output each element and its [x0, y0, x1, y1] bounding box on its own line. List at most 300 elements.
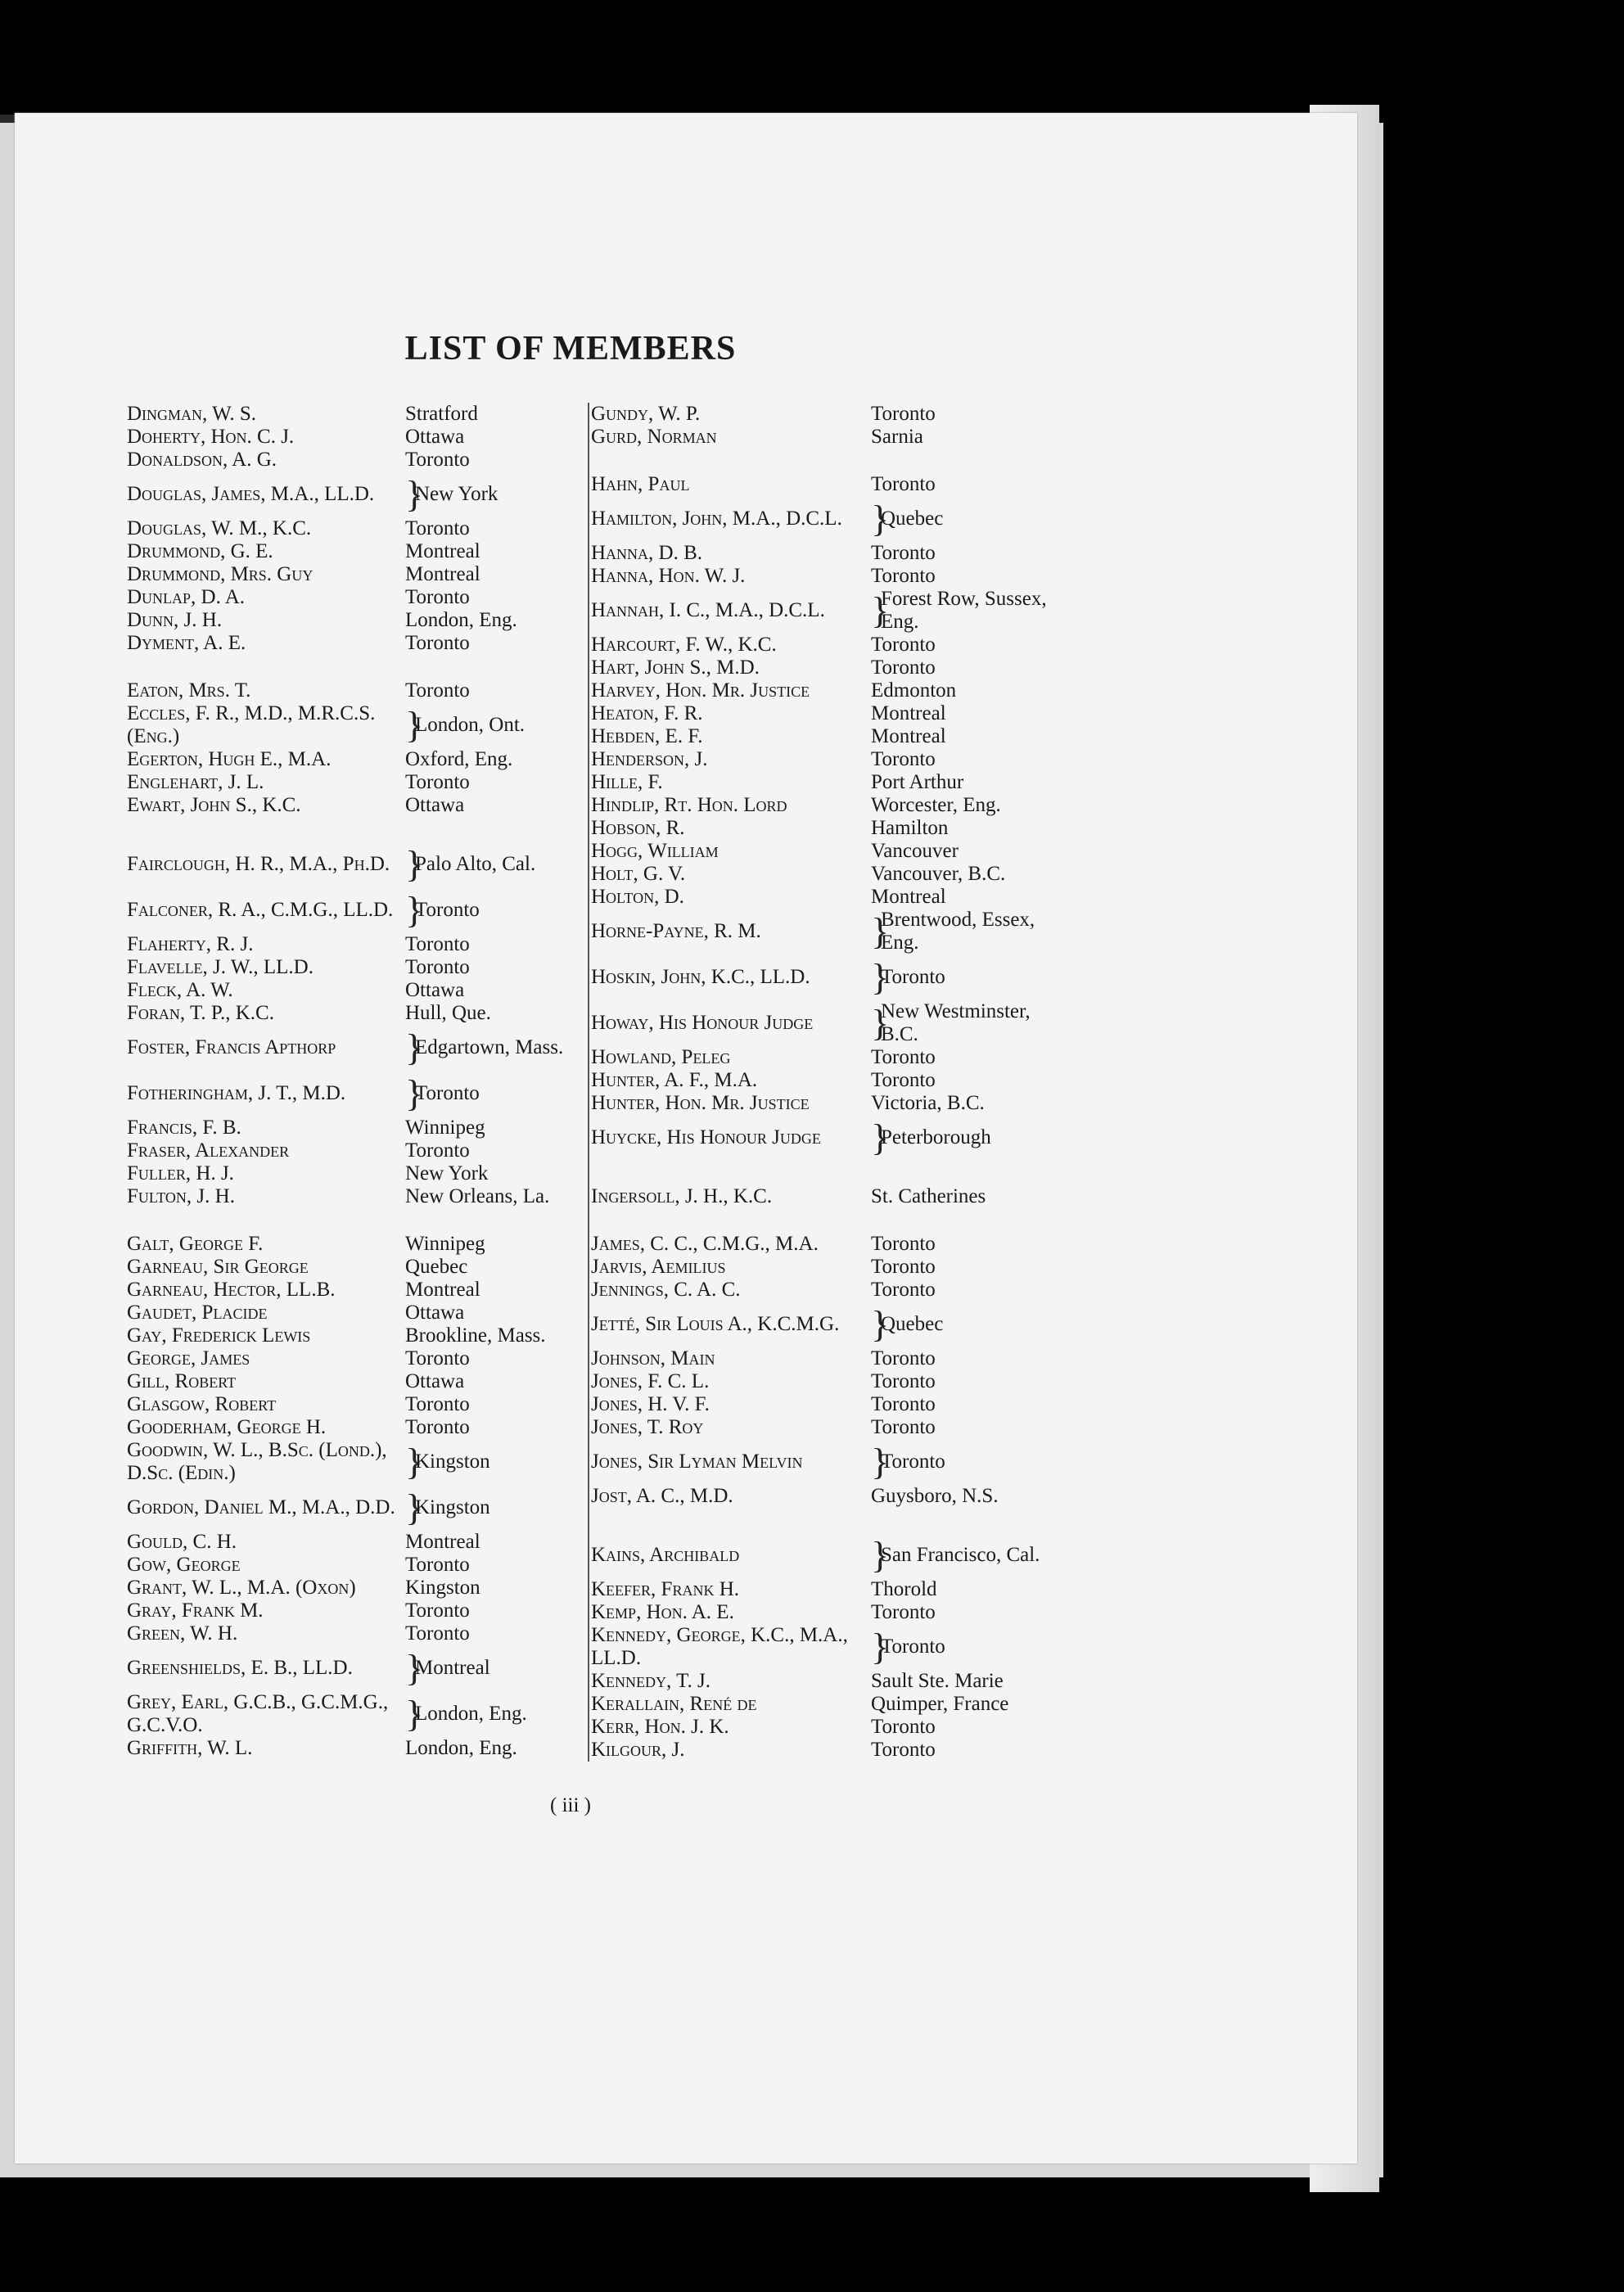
member-name: Jennings, C. A. C. [591, 1279, 741, 1301]
member-entry [127, 702, 577, 748]
member-entry [127, 540, 577, 563]
member-name: Hanna, Hon. W. J. [591, 565, 746, 587]
member-name: Gow, George [127, 1554, 241, 1576]
member-entry [589, 1185, 1048, 1208]
member-location: Toronto [881, 1451, 945, 1473]
member-name: Dunn, J. H. [127, 609, 223, 631]
member-location: New York [405, 1162, 489, 1184]
member-location: Ottawa [405, 794, 465, 816]
member-location: Toronto [405, 1554, 470, 1576]
member-name: Henderson, J. [591, 748, 708, 770]
member-location: Toronto [871, 1416, 936, 1438]
member-name: Francis, F. B. [127, 1117, 241, 1139]
member-name: Kemp, Hon. A. E. [591, 1601, 734, 1623]
member-name: Jones, H. V. F. [591, 1393, 710, 1415]
member-location: Edmonton [871, 679, 957, 702]
member-name: Green, W. H. [127, 1622, 238, 1645]
member-entry [127, 1185, 577, 1208]
member-entry [127, 794, 577, 817]
member-entry [127, 1324, 577, 1347]
member-entry [127, 1256, 577, 1279]
member-name: Howland, Peleg [591, 1046, 731, 1068]
member-name: Doherty, Hon. C. J. [127, 426, 295, 448]
member-location: Kingston [415, 1496, 490, 1518]
member-entry [127, 1554, 577, 1577]
member-name: Hahn, Paul [591, 473, 690, 495]
member-location: Stratford [405, 403, 478, 425]
member-location: Toronto [871, 1370, 936, 1392]
member-name: Jarvis, Aemilius [591, 1256, 726, 1278]
member-name: Jones, Sir Lyman Melvin [591, 1451, 803, 1473]
member-entry [127, 563, 577, 586]
member-name: Grey, Earl, G.C.B., G.C.M.G., G.C.V.O. [127, 1691, 389, 1736]
member-entry [589, 1046, 1048, 1069]
member-entry [589, 1532, 1048, 1578]
member-location: Quebec [881, 1313, 944, 1335]
page-number: ( iii ) [550, 1794, 591, 1816]
section-gap [127, 655, 577, 679]
member-location: Kingston [405, 1577, 480, 1599]
member-name: George, James [127, 1347, 250, 1369]
member-entry [127, 1302, 577, 1324]
member-location: Toronto [871, 1601, 936, 1623]
member-location: Toronto [405, 1622, 470, 1645]
brace-mark: } [405, 1487, 424, 1528]
member-name: Foster, Francis Apthorp [127, 1036, 336, 1058]
member-location: Toronto [871, 1393, 936, 1415]
member-location: Worcester, Eng. [871, 794, 1001, 816]
member-location: Toronto [405, 956, 470, 978]
member-entry [127, 1279, 577, 1302]
member-location: Toronto [871, 1279, 936, 1301]
member-location: Toronto [871, 1233, 936, 1255]
member-entry [589, 725, 1048, 748]
member-location: Thorold [871, 1578, 937, 1600]
member-entry [127, 1071, 577, 1117]
member-name: Goodwin, W. L., B.Sc. (Lond.), D.Sc. (Edin.) [127, 1439, 387, 1484]
member-location: New York [415, 483, 498, 505]
member-entry [589, 1439, 1048, 1485]
member-location: Toronto [405, 1416, 470, 1438]
member-entry [589, 817, 1048, 840]
member-entry [589, 954, 1048, 1000]
member-entry [589, 403, 1048, 426]
member-location: Toronto [871, 1739, 936, 1761]
member-location: Toronto [405, 632, 470, 654]
member-entry [589, 1115, 1048, 1161]
member-entry [127, 1393, 577, 1416]
member-name: Hunter, Hon. Mr. Justice [591, 1092, 810, 1114]
member-entry [127, 1002, 577, 1025]
member-location: St. Catherines [871, 1185, 986, 1207]
member-entry [589, 840, 1048, 863]
member-name: Holt, G. V. [591, 863, 686, 885]
member-name: Dyment, A. E. [127, 632, 246, 654]
member-name: Hoskin, John, K.C., LL.D. [591, 966, 810, 988]
member-entry [589, 634, 1048, 656]
section-gap [127, 1208, 577, 1233]
member-location: Toronto [871, 1716, 936, 1738]
members-column-left [127, 403, 577, 1760]
member-location: Toronto [871, 403, 936, 425]
member-location: Toronto [871, 473, 936, 495]
member-location: Forest Row, Sussex, Eng. [881, 588, 1047, 633]
member-name: Fotheringham, J. T., M.D. [127, 1082, 346, 1104]
member-location: Brookline, Mass. [405, 1324, 546, 1347]
member-name: Heaton, F. R. [591, 702, 703, 724]
member-location: Montreal [415, 1657, 490, 1679]
member-entry [589, 1092, 1048, 1115]
member-location: Toronto [405, 771, 470, 793]
brace-mark: } [871, 1534, 890, 1576]
member-entry [589, 542, 1048, 565]
member-entry [127, 841, 577, 887]
member-name: Gundy, W. P. [591, 403, 701, 425]
member-name: Eaton, Mrs. T. [127, 679, 251, 702]
member-location: Toronto [405, 517, 470, 539]
member-entry [589, 565, 1048, 588]
member-location: Toronto [881, 1636, 945, 1658]
member-name: Horne-Payne, R. M. [591, 920, 761, 942]
member-entry [589, 1601, 1048, 1624]
member-name: Gay, Frederick Lewis [127, 1324, 311, 1347]
member-location: Oxford, Eng. [405, 748, 513, 770]
member-location: Toronto [405, 1393, 470, 1415]
member-name: Flaherty, R. J. [127, 933, 254, 955]
member-name: Harcourt, F. W., K.C. [591, 634, 777, 656]
member-name: Englehart, J. L. [127, 771, 264, 793]
member-entry [589, 426, 1048, 449]
section-gap [589, 1208, 1048, 1233]
member-entry [127, 1691, 577, 1737]
member-name: Hunter, A. F., M.A. [591, 1069, 758, 1091]
member-name: Galt, George F. [127, 1233, 264, 1255]
member-entry [127, 1139, 577, 1162]
brace-mark: } [871, 1441, 890, 1482]
member-location: Toronto [871, 542, 936, 564]
member-name: Kains, Archibald [591, 1544, 740, 1566]
member-entry [589, 588, 1048, 634]
member-location: Ottawa [405, 979, 465, 1001]
member-entry [127, 1347, 577, 1370]
member-location: London, Eng. [405, 1737, 517, 1759]
member-entry [589, 473, 1048, 496]
member-entry [589, 1000, 1048, 1046]
member-entry [127, 1645, 577, 1691]
member-entry [127, 471, 577, 517]
member-name: Fairclough, H. R., M.A., Ph.D. [127, 853, 390, 875]
member-name: Hogg, William [591, 840, 719, 862]
member-location: Montreal [871, 702, 946, 724]
member-name: Douglas, W. M., K.C. [127, 517, 312, 539]
member-name: Hindlip, Rt. Hon. Lord [591, 794, 787, 816]
member-location: Victoria, B.C. [871, 1092, 985, 1114]
brace-mark: } [405, 1647, 424, 1689]
member-location: Edgartown, Mass. [415, 1036, 564, 1058]
member-location: Montreal [871, 725, 946, 747]
members-column-right [588, 403, 1048, 1762]
member-name: Hobson, R. [591, 817, 685, 839]
member-location: Hamilton [871, 817, 949, 839]
member-entry [589, 1302, 1048, 1347]
member-location: Toronto [405, 449, 470, 471]
member-location: Sarnia [871, 426, 923, 448]
member-entry [589, 886, 1048, 909]
member-location: Guysboro, N.S. [871, 1485, 999, 1507]
member-location: Brentwood, Essex, Eng. [881, 909, 1035, 954]
brace-mark: } [871, 910, 890, 952]
member-entry [127, 1485, 577, 1531]
member-location: Toronto [871, 656, 936, 679]
member-name: Gray, Frank M. [127, 1599, 264, 1622]
member-entry [127, 426, 577, 449]
member-entry [127, 1531, 577, 1554]
member-entry [127, 1233, 577, 1256]
brace-mark: } [871, 1002, 890, 1044]
brace-mark: } [405, 1072, 424, 1114]
member-entry [589, 1624, 1048, 1670]
member-entry [127, 1162, 577, 1185]
member-location: Ottawa [405, 426, 465, 448]
member-location: Toronto [405, 1347, 470, 1369]
member-name: Hebden, E. F. [591, 725, 703, 747]
member-name: Gurd, Norman [591, 426, 717, 448]
member-name: Gill, Robert [127, 1370, 237, 1392]
member-name: Gould, C. H. [127, 1531, 237, 1553]
brace-mark: } [871, 589, 890, 631]
member-name: Kilgour, J. [591, 1739, 685, 1761]
member-name: Hannah, I. C., M.A., D.C.L. [591, 599, 825, 621]
member-location: Toronto [881, 966, 945, 988]
member-location: Sault Ste. Marie [871, 1670, 1004, 1692]
brace-mark: } [405, 1026, 424, 1068]
member-location: Peterborough [881, 1126, 991, 1148]
member-location: Toronto [871, 1069, 936, 1091]
member-location: Winnipeg [405, 1233, 485, 1255]
member-name: Fleck, A. W. [127, 979, 233, 1001]
member-location: London, Eng. [415, 1703, 527, 1725]
member-location: Montreal [405, 1531, 480, 1553]
member-entry [589, 1256, 1048, 1279]
member-entry [127, 679, 577, 702]
member-location: New Orleans, La. [405, 1185, 550, 1207]
member-name: Fraser, Alexander [127, 1139, 290, 1162]
member-name: Kerr, Hon. J. K. [591, 1716, 729, 1738]
member-entry [589, 794, 1048, 817]
member-name: Holton, D. [591, 886, 684, 908]
member-location: Ottawa [405, 1302, 465, 1324]
member-location: New Westminster, B.C. [881, 1000, 1031, 1045]
member-location: Vancouver [871, 840, 959, 862]
member-entry [589, 1693, 1048, 1716]
member-name: Johnson, Main [591, 1347, 715, 1369]
member-entry [589, 496, 1048, 542]
page-title: LIST OF MEMBERS [404, 330, 737, 368]
member-entry [589, 1233, 1048, 1256]
member-location: Kingston [415, 1451, 490, 1473]
brace-mark: } [871, 956, 890, 998]
member-name: Gooderham, George H. [127, 1416, 327, 1438]
member-location: Hull, Que. [405, 1002, 491, 1024]
member-entry [589, 702, 1048, 725]
member-location: Montreal [405, 1279, 480, 1301]
member-name: Ingersoll, J. H., K.C. [591, 1185, 773, 1207]
member-location: Montreal [871, 886, 946, 908]
brace-mark: } [871, 1117, 890, 1158]
member-location: Toronto [405, 586, 470, 608]
member-entry [589, 909, 1048, 954]
member-entry [589, 1393, 1048, 1416]
member-location: Toronto [871, 1256, 936, 1278]
member-entry [127, 1577, 577, 1599]
member-entry [127, 1737, 577, 1760]
member-location: Toronto [871, 748, 936, 770]
member-location: Montreal [405, 540, 480, 562]
member-entry [127, 748, 577, 771]
member-location: London, Eng. [405, 609, 517, 631]
member-name: Gaudet, Placide [127, 1302, 268, 1324]
member-location: Toronto [405, 1139, 470, 1162]
member-name: Hanna, D. B. [591, 542, 703, 564]
member-location: Toronto [871, 1046, 936, 1068]
member-name: Kerallain, René de [591, 1693, 757, 1715]
member-name: Donaldson, A. G. [127, 449, 277, 471]
member-name: Glasgow, Robert [127, 1393, 277, 1415]
member-entry [589, 1716, 1048, 1739]
member-entry [127, 1416, 577, 1439]
member-entry [589, 656, 1048, 679]
member-location: Palo Alto, Cal. [415, 853, 536, 875]
member-entry [127, 586, 577, 609]
member-entry [127, 1599, 577, 1622]
member-entry [127, 1622, 577, 1645]
section-gap [127, 817, 577, 841]
member-entry [589, 1670, 1048, 1693]
member-name: Douglas, James, M.A., LL.D. [127, 483, 375, 505]
brace-mark: } [405, 473, 424, 515]
member-name: Garneau, Hector, LL.B. [127, 1279, 336, 1301]
member-entry [589, 1485, 1048, 1508]
member-name: Jetté, Sir Louis A., K.C.M.G. [591, 1313, 840, 1335]
member-name: Dingman, W. S. [127, 403, 257, 425]
member-entry [127, 517, 577, 540]
member-location: Winnipeg [405, 1117, 485, 1139]
member-location: Toronto [415, 1082, 480, 1104]
member-name: Drummond, G. E. [127, 540, 273, 562]
member-entry [127, 403, 577, 426]
member-name: Huycke, His Honour Judge [591, 1126, 821, 1148]
member-name: Eccles, F. R., M.D., M.R.C.S. (Eng.) [127, 702, 376, 747]
member-entry [127, 979, 577, 1002]
member-name: Flavelle, J. W., LL.D. [127, 956, 314, 978]
member-entry [127, 609, 577, 632]
member-name: James, C. C., C.M.G., M.A. [591, 1233, 819, 1255]
member-name: Griffith, W. L. [127, 1737, 253, 1759]
section-gap [589, 449, 1048, 473]
member-location: Toronto [871, 565, 936, 587]
member-name: Fulton, J. H. [127, 1185, 235, 1207]
member-entry [127, 632, 577, 655]
member-name: Foran, T. P., K.C. [127, 1002, 274, 1024]
member-name: Gordon, Daniel M., M.A., D.D. [127, 1496, 395, 1518]
brace-mark: } [405, 889, 424, 931]
member-name: Jones, F. C. L. [591, 1370, 710, 1392]
member-name: Drummond, Mrs. Guy [127, 563, 314, 585]
member-location: Quebec [405, 1256, 468, 1278]
member-entry [589, 1347, 1048, 1370]
member-entry [589, 1578, 1048, 1601]
member-entry [127, 933, 577, 956]
member-location: Quebec [881, 508, 944, 530]
member-name: Fuller, H. J. [127, 1162, 234, 1184]
brace-mark: } [405, 1693, 424, 1735]
member-location: Port Arthur [871, 771, 964, 793]
member-name: Harvey, Hon. Mr. Justice [591, 679, 810, 702]
member-name: Greenshields, E. B., LL.D. [127, 1657, 353, 1679]
member-location: Toronto [871, 1347, 936, 1369]
member-entry [127, 1025, 577, 1071]
member-location: London, Ont. [415, 714, 526, 736]
section-gap [589, 1508, 1048, 1532]
member-location: San Francisco, Cal. [881, 1544, 1040, 1566]
brace-mark: } [871, 1303, 890, 1345]
member-name: Grant, W. L., M.A. (Oxon) [127, 1577, 356, 1599]
member-location: Toronto [415, 899, 480, 921]
member-entry [589, 1739, 1048, 1762]
member-name: Kennedy, George, K.C., M.A., LL.D. [591, 1624, 848, 1669]
member-name: Jones, T. Roy [591, 1416, 704, 1438]
member-name: Keefer, Frank H. [591, 1578, 740, 1600]
member-name: Hille, F. [591, 771, 663, 793]
member-location: Toronto [405, 933, 470, 955]
member-entry [589, 1069, 1048, 1092]
member-name: Garneau, Sir George [127, 1256, 309, 1278]
member-entry [589, 1370, 1048, 1393]
member-entry [589, 679, 1048, 702]
member-entry [127, 956, 577, 979]
member-name: Jost, A. C., M.D. [591, 1485, 733, 1507]
member-location: Quimper, France [871, 1693, 1009, 1715]
member-entry [589, 748, 1048, 771]
brace-mark: } [871, 1626, 890, 1667]
member-entry [127, 887, 577, 933]
member-entry [127, 771, 577, 794]
brace-mark: } [405, 704, 424, 746]
member-entry [589, 1416, 1048, 1439]
section-gap [589, 1161, 1048, 1185]
member-location: Toronto [405, 1599, 470, 1622]
member-name: Hart, John S., M.D. [591, 656, 760, 679]
member-location: Ottawa [405, 1370, 465, 1392]
member-entry [127, 449, 577, 471]
member-name: Hamilton, John, M.A., D.C.L. [591, 508, 842, 530]
member-location: Toronto [871, 634, 936, 656]
member-name: Kennedy, T. J. [591, 1670, 710, 1692]
member-entry [127, 1370, 577, 1393]
member-name: Ewart, John S., K.C. [127, 794, 301, 816]
member-name: Dunlap, D. A. [127, 586, 246, 608]
member-name: Falconer, R. A., C.M.G., LL.D. [127, 899, 394, 921]
member-name: Howay, His Honour Judge [591, 1012, 814, 1034]
brace-mark: } [405, 1441, 424, 1482]
member-entry [127, 1117, 577, 1139]
member-location: Vancouver, B.C. [871, 863, 1006, 885]
member-entry [589, 771, 1048, 794]
member-location: Montreal [405, 563, 480, 585]
member-entry [589, 863, 1048, 886]
member-location: Toronto [405, 679, 470, 702]
member-entry [589, 1279, 1048, 1302]
